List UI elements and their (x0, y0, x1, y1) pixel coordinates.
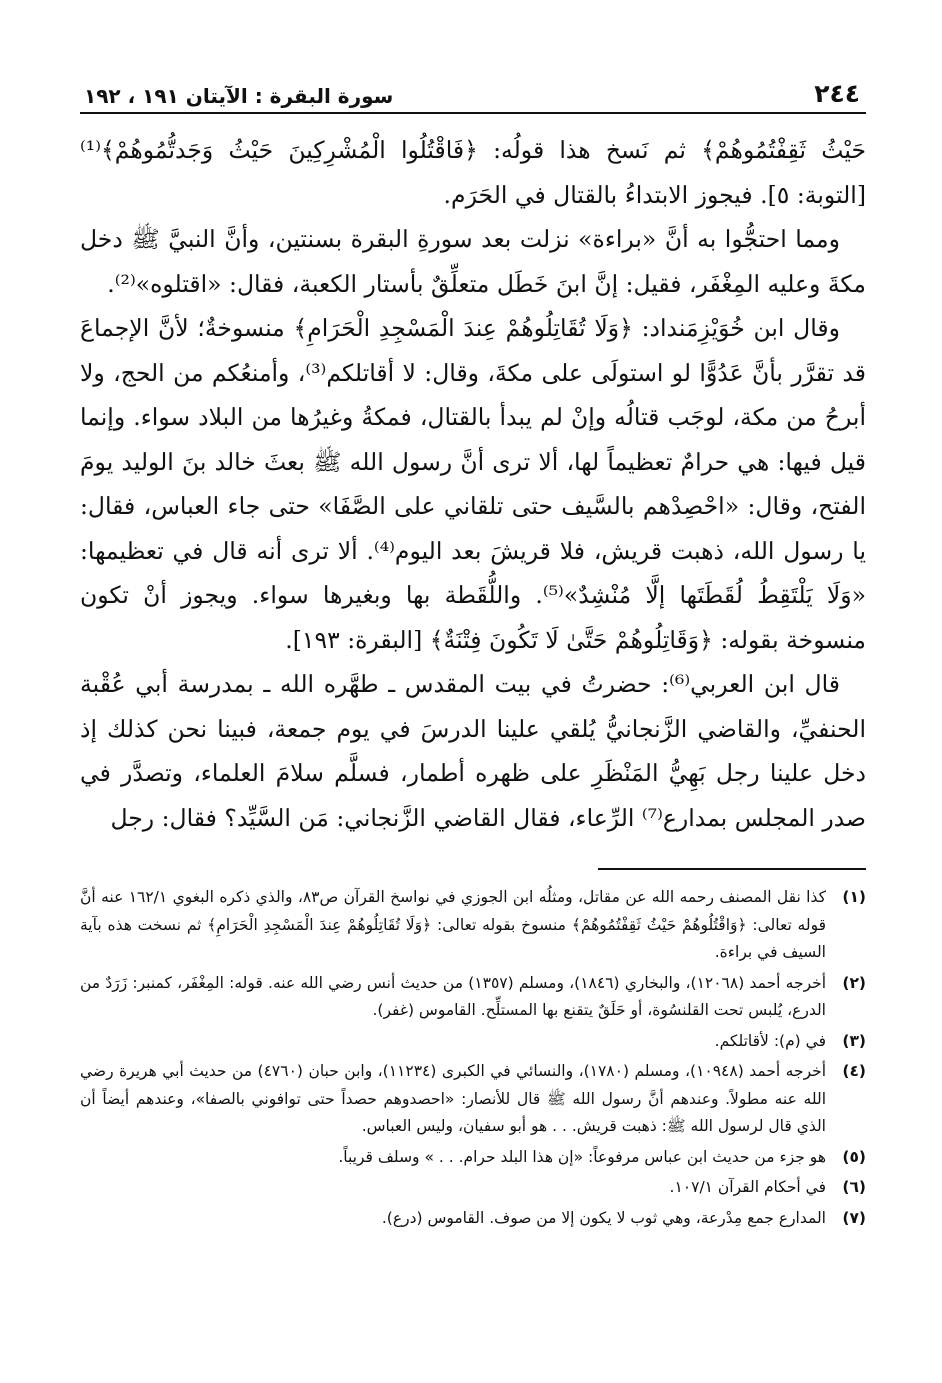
footnote-text: هو جزء من حديث ابن عباس مرفوعاً: «إن هذا البلد حرام. . . » وسلف قريباً. (338, 1147, 826, 1166)
footnote-divider (598, 868, 866, 870)
footnote-number: (٤) (842, 1062, 866, 1080)
footnote (80, 1144, 866, 1172)
footnote (80, 1058, 866, 1141)
footnotes (80, 884, 866, 1232)
footnote-text: المدارع جمع مِدْرعة، وهي ثوب لا يكون إلا من صوف. القاموس (درع). (381, 1208, 826, 1227)
footnote-text: في (م): لأقاتلكم. (714, 1031, 826, 1050)
footnote-number: (٣) (842, 1031, 866, 1050)
paragraph: ومما احتجُّوا به أنَّ «براءة» نزلت بعد سورةِ البقرة بسنتين، وأنَّ النبيَّ ﷺ دخل مكةَ وعليه المِغْفَر، فقيل: إنَّ ابنَ خَطَل متعلِّقٌ بأستار الكعبة، فقال: «اقتلوه»⁽²⁾. (80, 225, 866, 298)
paragraph: وقال ابن خُوَيْزِمَنداد: ﴿وَلَا تُقَاتِلُوهُمْ عِندَ الْمَسْجِدِ الْحَرَامِ﴾ منسوخةٌ؛ لأنَّ الإجماعَ قد تقرَّر بأنَّ عَدُوًّا لو استولَى على مكةَ، وقال: لا أقاتلكم⁽³⁾، وأمنعُكم من الحج، ولا أبرحُ من مكة، لوجَب قتالُه وإنْ لم يبدأ بالقتال، فمكةُ وغيرُها من البلاد سواء. وإنما قيل فيها: هي حرامٌ تعظيماً لها، ألا ترى أنَّ رسول الله ﷺ بعثَ خالد بنَ الوليد يومَ الفتح، وقال: «احْصِدْهم بالسَّيف حتى تلقاني على الصَّفَا» حتى جاء العباس، فقال: يا رسول الله، ذهبت قريش، فلا قريشَ بعد اليوم⁽⁴⁾. ألا ترى أنه قال في تعظيمها: «وَلَا يَلْتَقِطُ لُقَطَتَها إلَّا مُنْشِدٌ»⁽⁵⁾. واللُّقَطة بها وبغيرها سواء. ويجوز أنْ تكون منسوخة بقوله: ﴿وَقَاتِلُوهُمْ حَتَّىٰ لَا تَكُونَ فِتْنَةٌ﴾ [البقرة: ١٩٣]. (80, 314, 867, 654)
footnote-text: أخرجه أحمد (١٢٠٦٨)، والبخاري (١٨٤٦)، ومسلم (١٣٥٧) من حديث أنس رضي الله عنه. قوله: المِغْفَر، كمنبر: زَرَدٌ من الدرع، يُلبس تحت القلنسُوة، أو حَلَقٌ يتقنع بها المستلِّح. القاموس (غفر). (80, 973, 827, 1019)
footnote-number: (٦) (842, 1178, 866, 1196)
footnote (80, 884, 866, 967)
footnote-text: أخرجه أحمد (١٠٩٤٨)، ومسلم (١٧٨٠)، والنسائي في الكبرى (١١٢٣٤)، وابن حبان (٤٧٦٠) من حديث أبي هريرة رضي الله عنه مطولاً. وعندهم أنَّ رسول الله ﷺ قال للأنصار: «احصدوهم حصداً حتى توافوني بالصفا»، وعندهم أيضاً أن الذي قال لرسول الله ﷺ: ذهبت قريش. . . هو أبو سفيان، وليس العباس. (80, 1062, 827, 1135)
footnote-number: (٥) (842, 1147, 866, 1166)
footnote (80, 1174, 866, 1202)
footnote-text: في أحكام القرآن ١٠٧/١. (669, 1178, 826, 1196)
footnote-number: (٢) (842, 973, 866, 992)
page-header (80, 68, 866, 114)
footnote (80, 1205, 866, 1233)
page-number: ٢٤٤ (814, 79, 860, 108)
footnote (80, 1028, 866, 1056)
running-title: سورة البقرة : الآيتان ١٩١ ، ١٩٢ (84, 84, 394, 108)
footnote-number: (١) (842, 888, 866, 906)
footnote-number: (٧) (842, 1208, 866, 1227)
footnote-text: كذا نقل المصنف رحمه الله عن مقاتل، ومثلُه ابن الجوزي في نواسخ القرآن ص٨٣، والذي ذكره البغوي ١٦٢/١ عنه أنَّ قوله تعالى: ﴿وَاقْتُلُوهُمْ حَيْثُ ثَقِفْتُمُوهُمْ﴾ منسوخ بقوله تعالى: ﴿وَلَا تُقَاتِلُوهُمْ عِندَ الْمَسْجِدِ الْحَرَامِ﴾ ثم نسخت هذه بآية السيف في براءة. (80, 888, 826, 961)
paragraph: حَيْثُ ثَقِفْتُمُوهُمْ﴾ ثم نَسخ هذا قولُه: ﴿فَاقْتُلُوا الْمُشْرِكِينَ حَيْثُ وَجَدتُّمُوهُمْ﴾⁽¹⁾ [التوبة: ٥]. فيجوز الابتداءُ بالقتال في الحَرَم. (80, 136, 866, 209)
main-text (80, 128, 866, 840)
footnote (80, 970, 866, 1025)
book-page (80, 68, 866, 1235)
paragraph: قال ابن العربي⁽⁶⁾: حضرتُ في بيت المقدس ـ طهَّره الله ـ بمدرسة أبي عُقْبة الحنفيِّ، والقاضي الزَّنجانيُّ يُلقي علينا الدرسَ في يوم جمعة، فبينا نحن كذلك إذ دخل علينا رجل بَهِيُّ المَنْظَرِ على ظهره أطمار، فسلَّم سلامَ العلماء، وتصدَّر في صدر المجلس بمدارع⁽⁷⁾ الرِّعاء، فقال القاضي الزَّنجاني: مَن السَّيِّد؟ فقال: رجل (80, 670, 866, 832)
